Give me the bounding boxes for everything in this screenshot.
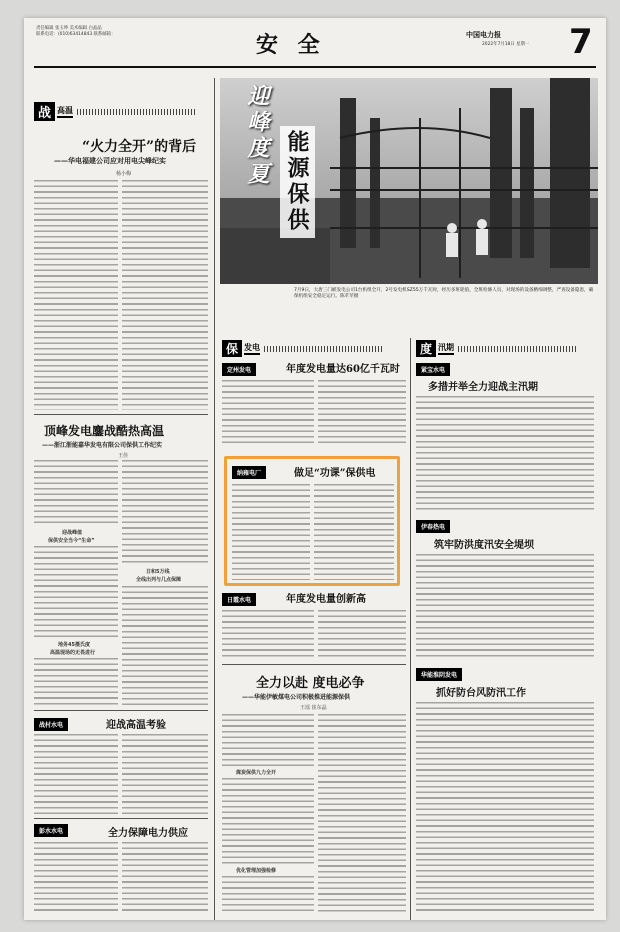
masthead [24,18,606,72]
body-text [318,610,406,660]
paper-name: 中国电力报 [466,30,501,39]
headline-center-d: 全力以赴 度电必争 [256,676,365,691]
body-text [34,460,118,526]
section-tag-bao [222,340,384,357]
body-text [222,380,314,444]
right-story-b-label: 伊春热电 [416,520,450,533]
body-text [34,180,118,410]
body-text [416,702,594,914]
story-divider [34,710,208,711]
masthead-meta [36,26,115,38]
tag-small: 发电 [244,342,260,355]
tag-bar [458,346,578,352]
body-text [222,778,314,864]
tag-bar [264,346,384,352]
subhead: 高温现场的无畏进行 [50,650,96,656]
body-text [34,842,118,914]
story-divider [34,414,208,415]
headline-story1: “火力全开”的背后 [82,139,197,155]
story-divider [222,664,406,665]
section-tag-zhan [34,102,197,121]
subhead: 煤炭保供九力全开 [236,770,277,776]
tag-big: 保 [222,340,242,357]
body-text [318,380,406,444]
body-text [122,734,208,814]
tag-bar [77,109,197,115]
headline-right-a: 多措并举全力迎战主汛期 [428,382,538,393]
tag-small: 高温 [57,105,73,118]
headline-center-b: 做足“功课”保供电 [294,468,376,479]
headline-center-a: 年度发电量达60亿千瓦时 [286,364,400,375]
section-title: 安 全 [256,32,326,58]
issue-date: 2022年7月18日 星期一 [482,42,530,47]
tag-small: 汛期 [438,342,454,355]
subhead: 优化管理加强检修 [236,868,277,874]
story-divider [34,818,208,819]
body-text [122,842,208,914]
newspaper-page [24,18,606,920]
story-a-label: 定州发电 [222,363,256,376]
byline-story1: 杨小梅 [116,171,132,177]
editor-line: 责任编辑 张玉坤 美术编辑 白晶晶 [36,26,102,31]
story-b-label: 纳雍电厂 [232,466,266,479]
body-text [222,714,314,766]
headline-right-b: 筑牢防洪度汛安全堤坝 [434,540,534,551]
subhead: 迎战峰值 [62,530,83,536]
body-text [34,734,118,814]
feature-photo [220,78,598,284]
section-tag-du [416,340,578,357]
headline-story2: 顶峰发电鏖战酷热高温 [44,424,165,438]
body-text [122,460,208,564]
tag-big: 战 [34,102,55,121]
subheadline-center-d: ——华能伊敏煤电公司积极推进能源保供 [242,694,351,701]
feature-banner-right: 能源保供 [280,126,315,238]
feature-banner-left: 迎峰度夏 [244,84,270,188]
body-text [122,180,208,410]
right-story-a-label: 紧宝水电 [416,363,450,376]
body-text [34,658,118,706]
subhead: 保供安全当今“生命” [48,538,95,544]
photo-caption: 7月9日，大唐三门峡发电公司1台机组全开，2号发电机SZ55万千瓦时，经历多班轮值，全班检修人员，对现场的设备精细调整，严查设备隐患，确保机组安全稳定运行。陈苹苹摄 [294,288,594,300]
story4-label: 彭水水电 [34,824,68,837]
body-text [34,546,118,638]
story3-label: 战村水电 [34,718,68,731]
right-story-c-label: 华能淮阴发电 [416,668,462,681]
column-divider [214,78,215,920]
subhead: 全线出列与几点保障 [136,577,182,583]
contact-line: 联系电话：(010)63414843 联系邮箱： [36,32,116,37]
subheadline-story2: ——浙江浙能嘉华发电有限公司保供工作纪实 [42,442,163,449]
body-text [416,396,594,512]
headline-story4: 全力保障电力供应 [108,828,188,839]
byline-center-d: 王瑶 崔东晶 [300,705,327,711]
story-c-label: 日霞水电 [222,593,256,606]
headline-center-c: 年度发电量创新高 [286,594,366,605]
masthead-rule [34,66,596,68]
body-text [318,714,406,914]
subheadline-story1: ——华电福建公司应对用电尖峰纪实 [54,156,166,165]
subhead: 地务45摄氏度 [58,642,90,648]
body-text [416,554,594,660]
body-text [232,484,310,580]
body-text [222,610,314,660]
body-text [122,586,208,706]
byline-story2: 王佳 [118,453,129,459]
industrial-scene-image [220,78,598,284]
body-text [314,484,394,580]
body-text [222,876,314,914]
headline-story3: 迎战高温考验 [106,720,166,731]
column-divider [410,338,411,920]
page-number: 7 [569,22,593,62]
headline-right-c: 抓好防台风防汛工作 [436,688,526,699]
subhead: 日和5万线 [146,569,170,575]
tag-big: 度 [416,340,436,357]
